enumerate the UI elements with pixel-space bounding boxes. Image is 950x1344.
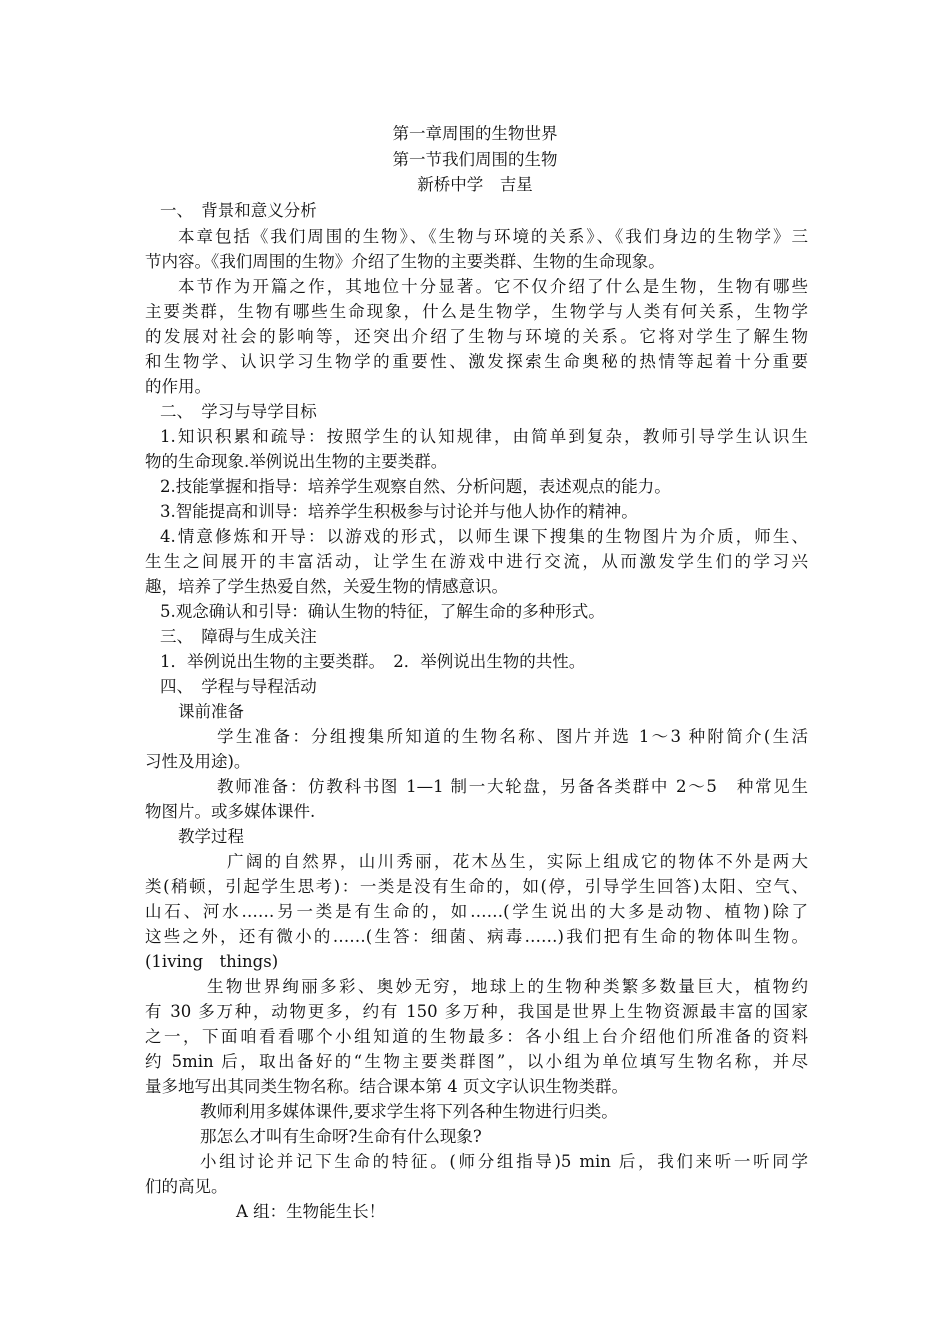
goal-line: 生生之间展开的丰富活动，让学生在游戏中进行交流，从而激发学生们的学习兴 bbox=[145, 552, 808, 571]
section-title: 第一节我们周围的生物 bbox=[392, 150, 558, 169]
paragraph-line: (1iving things) bbox=[145, 952, 279, 971]
paragraph-line: 教师准备：仿教科书图 1—1 制一大轮盘，另备各类群中 2～5 种常见生 bbox=[217, 777, 808, 796]
subheading-preparation: 课前准备 bbox=[178, 702, 244, 721]
paragraph-line: A 组：生物能生长！ bbox=[236, 1202, 386, 1221]
paragraph-line: 之一，下面咱看看哪个小组知道的生物最多：各小组上台介绍他们所准备的资料 bbox=[145, 1027, 808, 1046]
goal-line: 3.智能提高和训导：培养学生积极参与讨论并与他人协作的精神。 bbox=[160, 502, 638, 521]
section-heading-2: 二、 学习与导学目标 bbox=[160, 402, 317, 421]
paragraph-line: 那怎么才叫有生命呀?生命有什么现象? bbox=[200, 1127, 482, 1146]
paragraph-line: 小组讨论并记下生命的特征。(师分组指导)5 min 后，我们来听一听同学 bbox=[200, 1152, 808, 1171]
paragraph-line: 本节作为开篇之作，其地位十分显著。它不仅介绍了什么是生物，生物有哪些 bbox=[178, 277, 808, 296]
paragraph-line: 习性及用途)。 bbox=[145, 752, 251, 771]
paragraph-line: 本章包括《我们周围的生物》、《生物与环境的关系》、《我们身边的生物学》三 bbox=[178, 227, 808, 246]
paragraph-line: 这些之外，还有微小的……(生答：细菌、病毒……)我们把有生命的物体叫生物。 bbox=[145, 927, 808, 946]
paragraph-line: 生物世界绚丽多彩、奥妙无穷，地球上的生物种类繁多数量巨大，植物约 bbox=[207, 977, 808, 996]
paragraph-line: 学生准备：分组搜集所知道的生物名称、图片并选 1～3 种附简介(生活 bbox=[217, 727, 808, 746]
goal-line: 物的生命现象.举例说出生物的主要类群。 bbox=[145, 452, 448, 471]
goal-line: 5.观念确认和引导：确认生物的特征，了解生命的多种形式。 bbox=[160, 602, 605, 621]
chapter-title: 第一章周围的生物世界 bbox=[392, 124, 558, 143]
goal-line: 1.知识积累和疏导：按照学生的认知规律，由简单到复杂，教师引导学生认识生 bbox=[160, 427, 808, 446]
goal-line: 趣，培养了学生热爱自然，关爱生物的情感意识。 bbox=[145, 577, 508, 596]
paragraph-line: 的发展对社会的影响等，还突出介绍了生物与环境的关系。它将对学生了解生物 bbox=[145, 327, 808, 346]
paragraph-line: 节内容。《我们周围的生物》介绍了生物的主要类群、生物的生命现象。 bbox=[145, 252, 665, 271]
paragraph-line: 主要类群，生物有哪些生命现象，什么是生物学，生物学与人类有何关系，生物学 bbox=[145, 302, 808, 321]
goal-line: 2.技能掌握和指导：培养学生观察自然、分析问题，表述观点的能力。 bbox=[160, 477, 671, 496]
paragraph-line: 物图片。或多媒体课件. bbox=[145, 802, 316, 821]
paragraph-line: 量多地写出其同类生物名称。结合课本第 4 页文字认识生物类群。 bbox=[145, 1077, 628, 1096]
author-line: 新桥中学 吉星 bbox=[417, 175, 533, 194]
obstacle-line: 1．举例说出生物的主要类群。 2．举例说出生物的共性。 bbox=[160, 652, 586, 671]
paragraph-line: 的作用。 bbox=[145, 377, 211, 396]
paragraph-line: 和生物学、认识学习生物学的重要性、激发探索生命奥秘的热情等起着十分重要 bbox=[145, 352, 808, 371]
section-heading-3: 三、 障碍与生成关注 bbox=[160, 627, 317, 646]
paragraph-line: 们的高见。 bbox=[145, 1177, 228, 1196]
paragraph-line: 教师利用多媒体课件,要求学生将下列各种生物进行归类。 bbox=[200, 1102, 618, 1121]
paragraph-line: 广阔的自然界，山川秀丽，花木丛生，实际上组成它的物体不外是两大 bbox=[227, 852, 808, 871]
subheading-process: 教学过程 bbox=[178, 827, 244, 846]
section-heading-4: 四、 学程与导程活动 bbox=[160, 677, 317, 696]
goal-line: 4.情意修炼和开导：以游戏的形式，以师生课下搜集的生物图片为介质，师生、 bbox=[160, 527, 808, 546]
paragraph-line: 山石、河水……另一类是有生命的，如……(学生说出的大多是动物、植物)除了 bbox=[145, 902, 808, 921]
paragraph-line: 约 5min 后，取出备好的“生物主要类群图”，以小组为单位填写生物名称，并尽 bbox=[145, 1052, 808, 1071]
paragraph-line: 类(稍顿，引起学生思考)：一类是没有生命的，如(停，引导学生回答)太阳、空气、 bbox=[145, 877, 808, 896]
paragraph-line: 有 30 多万种，动物更多，约有 150 多万种，我国是世界上生物资源最丰富的国家 bbox=[145, 1002, 808, 1021]
section-heading-1: 一、 背景和意义分析 bbox=[160, 201, 317, 220]
